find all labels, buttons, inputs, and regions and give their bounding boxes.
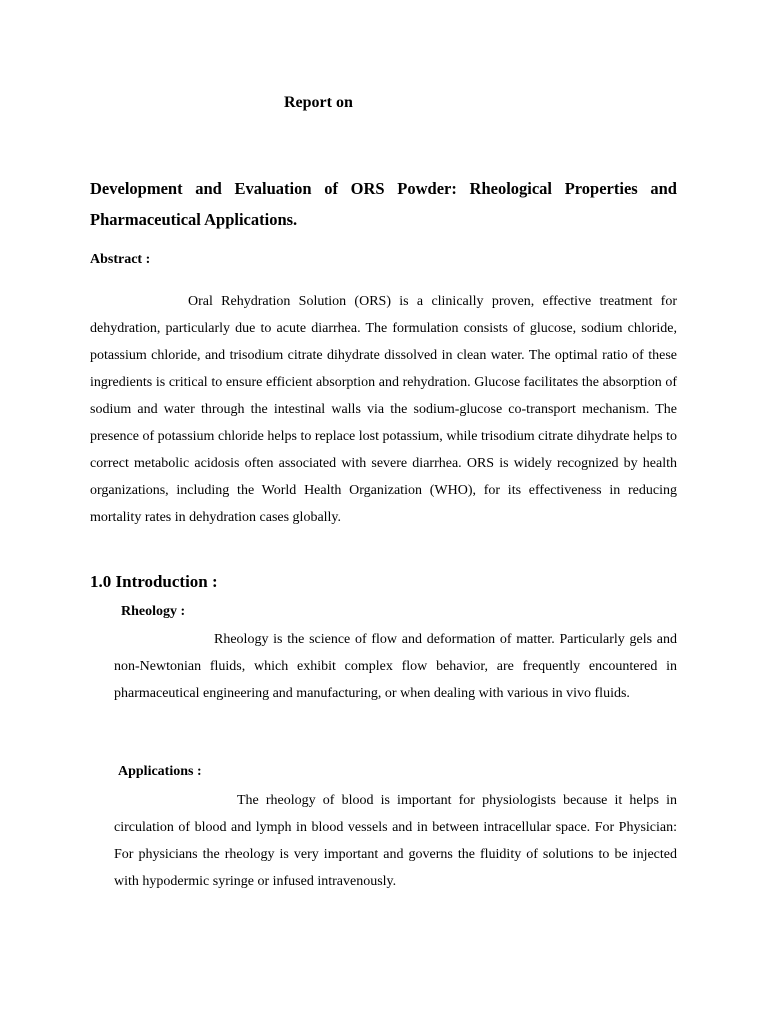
introduction-heading: 1.0 Introduction : — [90, 572, 218, 591]
rheology-label: Rheology : — [121, 604, 186, 619]
applications-label: Applications : — [118, 764, 202, 779]
abstract-label: Abstract : — [90, 252, 151, 267]
abstract-paragraph: Oral Rehydration Solution (ORS) is a clinically proven, effective treatment for dehydration, particularly due to acute diarrhea. The formulation consists of glucose, sodium chloride, potassium chloride, and trisodium citrate dihydrate dissolved in clean water. The optimal ratio of these ingredients is critical to ensure efficient absorption and rehydration. Glucose facilitates the absorption of sodium and water through the intestinal walls via the sodium-glucose co-transport mechanism. The presence of potassium chloride helps to replace lost potassium, while trisodium citrate dihydrate helps to correct metabolic acidosis often associated with severe diarrhea. ORS is widely recognized by health organizations, including the World Health Organization (WHO), for its effectiveness in reducing mortality rates in dehydration cases globally. — [90, 294, 677, 525]
applications-paragraph: The rheology of blood is important for physiologists because it helps in circulation of blood and lymph in blood vessels and in between intracellular space. For Physician: For physicians the rheology is very important and governs the fluidity of solutions to be injected with hypodermic syringe or infused intravenously. — [114, 793, 677, 889]
report-on-heading: Report on — [284, 94, 353, 111]
document-title: Development and Evaluation of ORS Powder: Rheological Properties and Pharmaceutical Applications. — [90, 179, 677, 229]
rheology-paragraph: Rheology is the science of flow and deformation of matter. Particularly gels and non-Newtonian fluids, which exhibit complex flow behavior, are frequently encountered in pharmaceutical engineering and manufacturing, or when dealing with various in vivo fluids. — [114, 632, 677, 701]
